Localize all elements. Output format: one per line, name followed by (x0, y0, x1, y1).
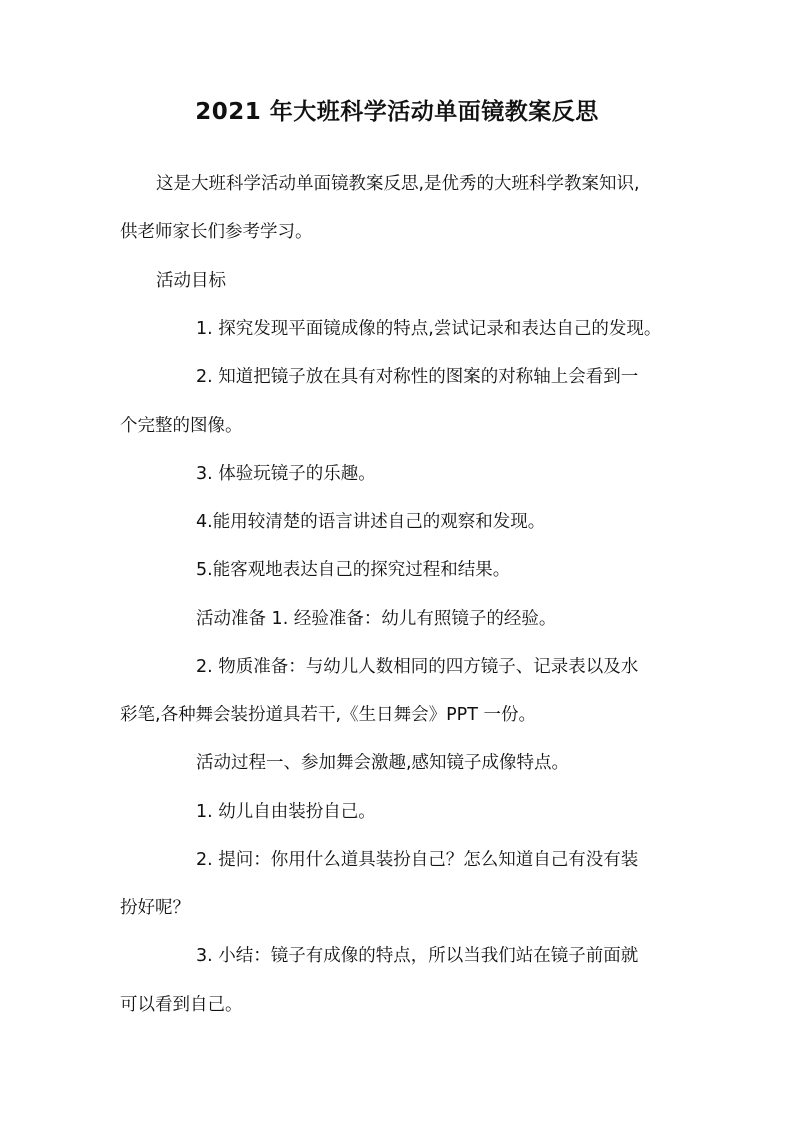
document-title: 2021 年大班科学活动单面镜教案反思 (195, 99, 599, 125)
process-step-3-line-1: 3. 小结：镜子有成像的特点，所以当我们站在镜子前面就 (196, 946, 639, 966)
process-step-2-line-2: 扮好呢？ (120, 898, 190, 918)
goal-5: 5.能客观地表达自己的探究过程和结果。 (196, 560, 511, 580)
goal-2-line-2: 个完整的图像。 (120, 416, 243, 436)
goal-3: 3. 体验玩镜子的乐趣。 (196, 464, 376, 484)
preparation-2-line-1: 2. 物质准备：与幼儿人数相同的四方镜子、记录表以及水 (196, 657, 639, 677)
goal-2-line-1: 2. 知道把镜子放在具有对称性的图案的对称轴上会看到一 (196, 367, 639, 387)
preparation-2-line-2: 彩笔,各种舞会装扮道具若干,《生日舞会》PPT 一份。 (120, 705, 536, 725)
process-step-1: 1. 幼儿自由装扮自己。 (196, 802, 376, 822)
process-heading: 活动过程一、参加舞会激趣,感知镜子成像特点。 (196, 753, 570, 773)
process-step-2-line-1: 2. 提问：你用什么道具装扮自己？怎么知道自己有没有装 (196, 850, 639, 870)
section-heading-goals: 活动目标 (156, 271, 226, 291)
goal-1: 1. 探究发现平面镜成像的特点,尝试记录和表达自己的发现。 (196, 319, 662, 339)
goal-4: 4.能用较清楚的语言讲述自己的观察和发现。 (196, 512, 546, 532)
intro-line-2: 供老师家长们参考学习。 (120, 222, 313, 242)
intro-line-1: 这是大班科学活动单面镜教案反思,是优秀的大班科学教案知识, (156, 174, 640, 194)
process-step-3-line-2: 可以看到自己。 (120, 995, 243, 1015)
preparation-1: 活动准备 1. 经验准备：幼儿有照镜子的经验。 (196, 609, 557, 629)
